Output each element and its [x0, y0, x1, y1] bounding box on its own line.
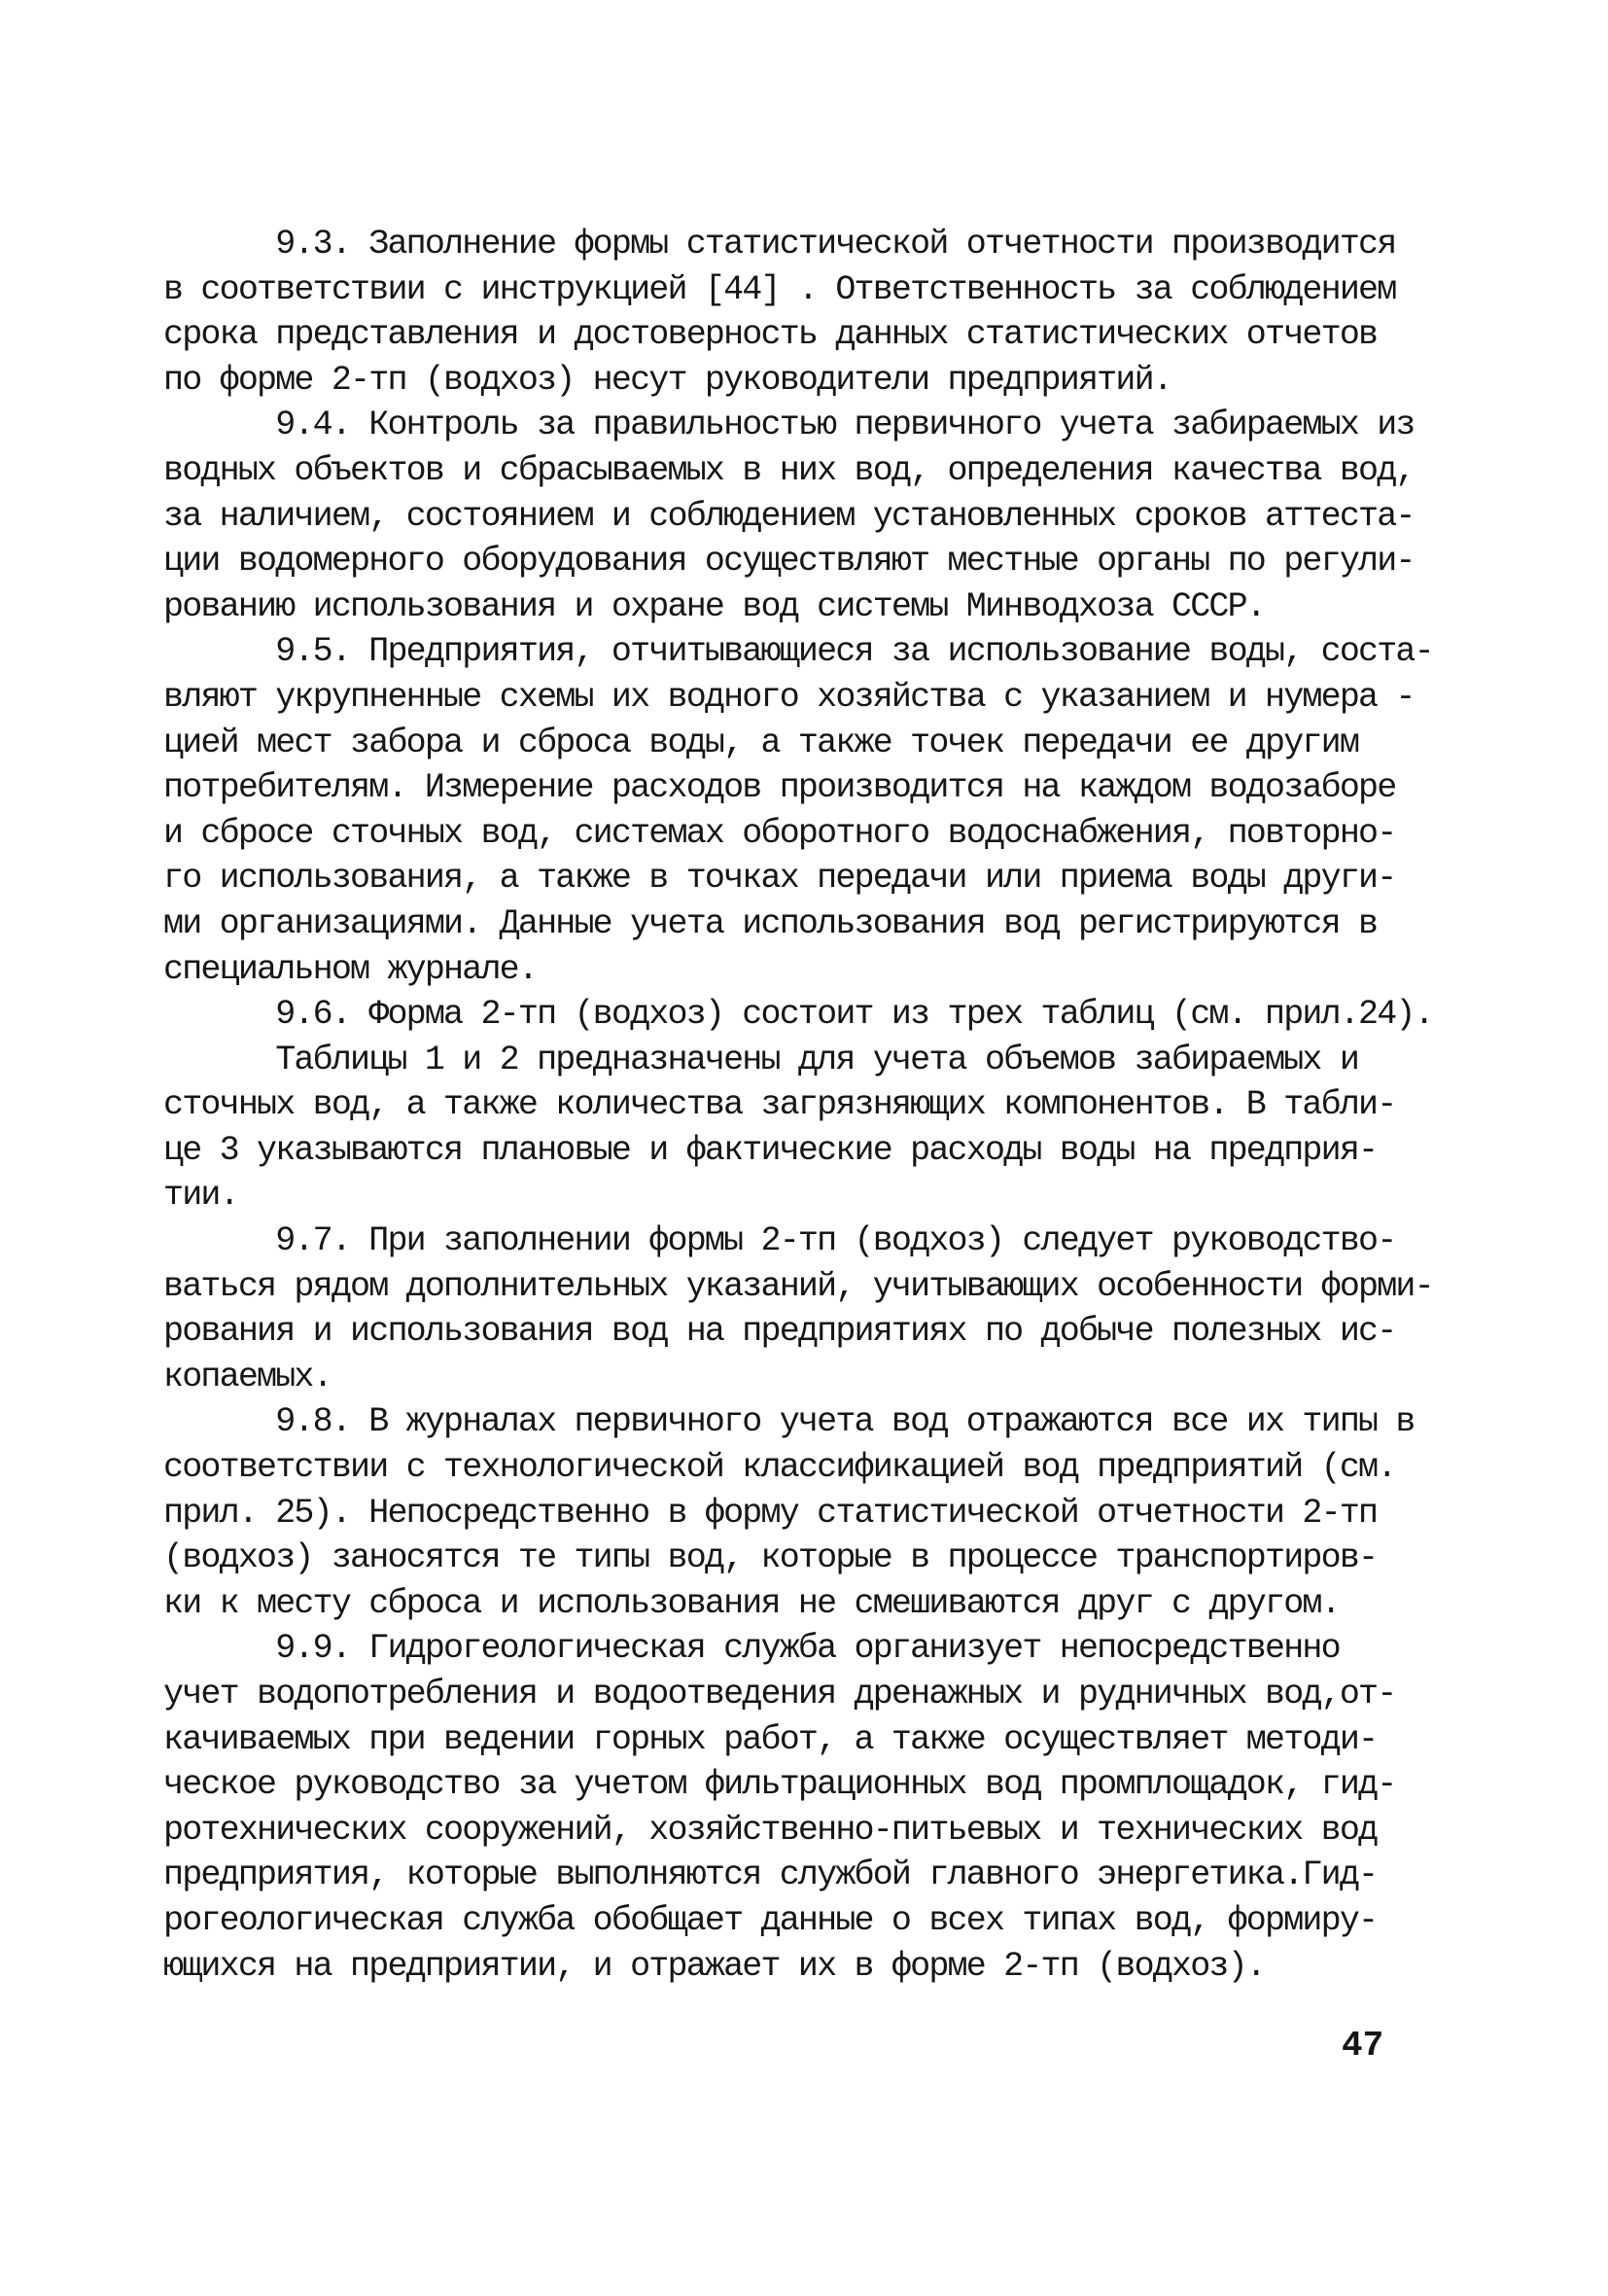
text-line: ваться рядом дополнительных указаний, учитывающих особенности форми- [163, 1266, 1433, 1306]
text-line: соответствии с технологической классификацией вод предприятий (см. [163, 1448, 1396, 1488]
body-text [163, 222, 1433, 1989]
text-line: цией мест забора и сброса воды, а также точек передачи ее другим [163, 723, 1359, 762]
text-line: водных объектов и сбрасываемых в них вод, определения качества вод, [163, 450, 1415, 490]
text-line: потребителям. Измерение расходов производится на каждом водозаборе [163, 768, 1396, 808]
text-line: ющихся на предприятии, и отражает их в форме 2-тп (водхоз). [163, 1946, 1266, 1986]
text-line: ми организациями. Данные учета использования вод регистрируются в [163, 903, 1378, 943]
text-line: предприятия, которые выполняются службой главного энергетика.Гид- [163, 1855, 1378, 1895]
text-line: ки к месту сброса и использования не смешиваются друг с другом. [163, 1583, 1340, 1623]
text-line: це 3 указываются плановые и фактические расходы воды на предприя- [163, 1130, 1378, 1170]
text-line: 9.8. В журналах первичного учета вод отражаются все их типы в [163, 1402, 1415, 1442]
text-line: ческое руководство за учетом фильтрационных вод промплощадок, гид- [163, 1765, 1396, 1805]
text-line: 9.9. Гидрогеологическая служба организует непосредственно [163, 1629, 1340, 1669]
text-line: качиваемых при ведении горных работ, а также осуществляет методи- [163, 1719, 1378, 1759]
text-line: ции водомерного оборудования осуществляют местные органы по регули- [163, 542, 1415, 582]
text-line: (водхоз) заносятся те типы вод, которые в процессе транспортиров- [163, 1538, 1378, 1578]
text-line: учет водопотребления и водоотведения дренажных и рудничных вод,от- [163, 1675, 1396, 1713]
text-line: 9.7. При заполнении формы 2-тп (водхоз) следует руководство- [163, 1221, 1396, 1261]
text-line: го использования, а также в точках передачи или приема воды други- [163, 859, 1396, 899]
text-line: рованию использования и охране вод системы Минводхоза СССР. [163, 586, 1266, 626]
text-line: 9.5. Предприятия, отчитывающиеся за использование воды, соста- [163, 632, 1433, 672]
text-line: рования и использования вод на предприятиях по добыче полезных ис- [163, 1312, 1396, 1352]
text-line: срока представления и достоверность данных статистических отчетов [163, 315, 1378, 355]
page-number: 47 [1342, 2026, 1384, 2066]
text-line: 9.3. Заполнение формы статистической отчетности производится [163, 225, 1396, 264]
text-line: в соответствии с инструкцией [44] . Ответственность за соблюдением [163, 269, 1396, 309]
text-line: по форме 2-тп (водхоз) несут руководители предприятий. [163, 360, 1171, 400]
text-line: и сбросе сточных вод, системах оборотного водоснабжения, повторно- [163, 813, 1396, 853]
text-line: сточных вод, а также количества загрязняющих компонентов. В табли- [163, 1085, 1396, 1125]
text-line: 9.4. Контроль за правильностью первичного учета забираемых из [163, 406, 1415, 445]
text-line: за наличием, состоянием и соблюдением установленных сроков аттеста- [163, 496, 1415, 536]
text-line: специальном журнале. [163, 949, 538, 989]
text-line: копаемых. [163, 1357, 332, 1396]
text-line: рогеологическая служба обобщает данные о всех типах вод, формиру- [163, 1900, 1378, 1940]
text-line: ротехнических сооружений, хозяйственно-питьевых и технических вод [163, 1810, 1378, 1850]
text-line: вляют укрупненные схемы их водного хозяйства с указанием и нумера - [163, 677, 1415, 717]
text-line: Таблицы 1 и 2 предназначены для учета объемов забираемых и [163, 1040, 1359, 1079]
text-line: 9.6. Форма 2-тп (водхоз) состоит из трех таблиц (см. прил.24). [163, 995, 1433, 1035]
text-line: тии. [163, 1176, 238, 1216]
text-line: прил. 25). Непосредственно в форму статистической отчетности 2-тп [163, 1493, 1378, 1533]
